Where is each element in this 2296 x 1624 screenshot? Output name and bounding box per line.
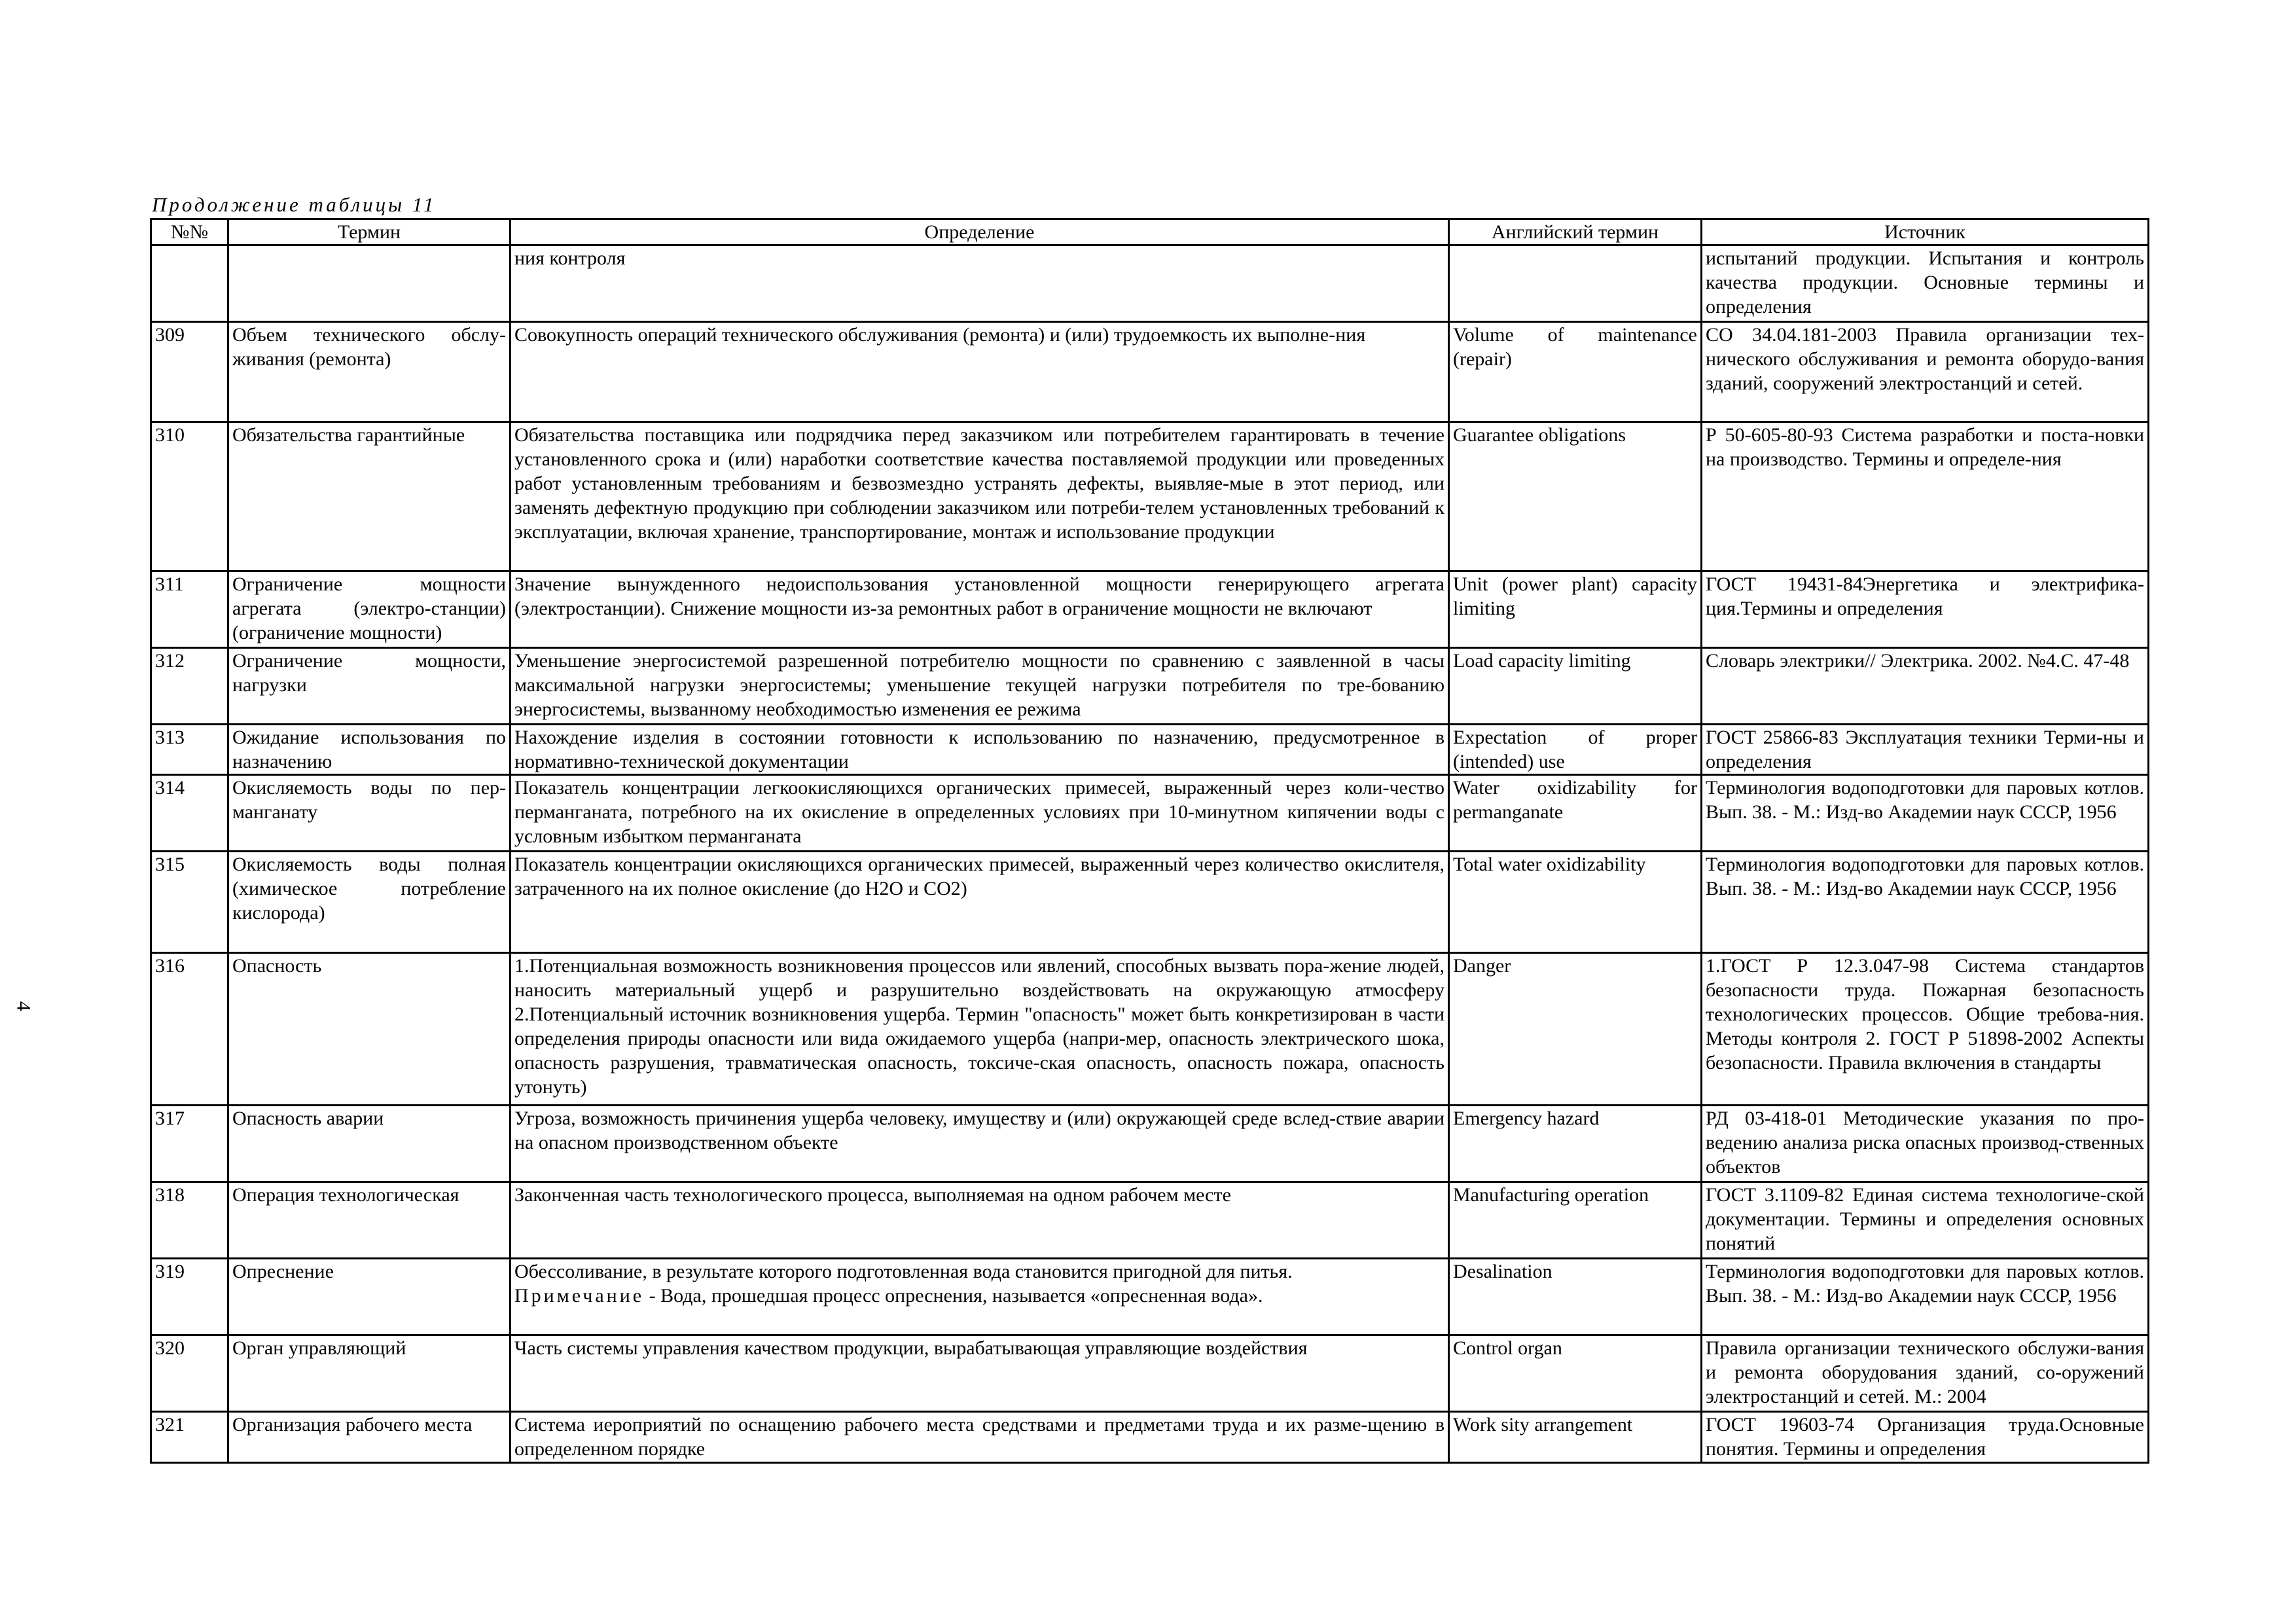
row-source: испытаний продукции. Испытания и контроль качества продукции. Основные термины и определения bbox=[1702, 245, 2149, 322]
row-number: 320 bbox=[151, 1335, 228, 1412]
table-header-row bbox=[151, 219, 2149, 245]
row-term: Ограничение мощности агрегата (электро-станции) (ограничение мощности) bbox=[228, 571, 511, 648]
row-number: 311 bbox=[151, 571, 228, 648]
row-english-term: Emergency hazard bbox=[1449, 1106, 1702, 1182]
row-term: Опреснение bbox=[228, 1259, 511, 1335]
row-term: Операция технологическая bbox=[228, 1182, 511, 1259]
terms-table bbox=[150, 218, 2149, 1464]
row-definition: Нахождение изделия в состоянии готовности к использованию по назначению, предусмотренное в нормативно-технической документации bbox=[511, 725, 1449, 775]
row-term: Организация рабочего места bbox=[228, 1412, 511, 1463]
row-source: Правила организации технического обслужи-вания и ремонта оборудования зданий, со-оружений электростанций и сетей. М.: 2004 bbox=[1702, 1335, 2149, 1412]
row-definition: Показатель концентрации легкоокисляющихся органических примесей, выраженный через коли-чество перманганата, потребного на их окисление в определенных условиях при 10-минутном кипячении воды с условным избытком перманганата bbox=[511, 775, 1449, 852]
row-source: ГОСТ 25866-83 Эксплуатация техники Терми-ны и определения bbox=[1702, 725, 2149, 775]
row-term: Окисляемость воды полная (химическое потребление кислорода) bbox=[228, 852, 511, 953]
row-source: РД 03-418-01 Методические указания по про-ведению анализа риска опасных производ-ственных объектов bbox=[1702, 1106, 2149, 1182]
row-english-term: Danger bbox=[1449, 953, 1702, 1106]
table-row bbox=[151, 422, 2149, 571]
row-term: Ограничение мощности, нагрузки bbox=[228, 648, 511, 725]
row-number bbox=[151, 245, 228, 322]
row-source: Терминология водоподготовки для паровых котлов. Вып. 38. - М.: Изд-во Академии наук СССР, 1956 bbox=[1702, 775, 2149, 852]
row-number: 318 bbox=[151, 1182, 228, 1259]
row-english-term: Volume of maintenance (repair) bbox=[1449, 322, 1702, 422]
row-english-term bbox=[1449, 245, 1702, 322]
row-english-term: Water oxidizability for permanganate bbox=[1449, 775, 1702, 852]
row-term bbox=[228, 245, 511, 322]
column-header-number: №№ bbox=[151, 219, 228, 245]
note-label: Примечание bbox=[514, 1285, 645, 1307]
table-row bbox=[151, 1106, 2149, 1182]
row-term: Объем технического обслу-живания (ремонта) bbox=[228, 322, 511, 422]
row-source: Р 50-605-80-93 Система разработки и поста-новки на производство. Термины и определе-ния bbox=[1702, 422, 2149, 571]
table-row bbox=[151, 1412, 2149, 1463]
page-number: 4 bbox=[12, 1001, 35, 1011]
row-definition: Значение вынужденного недоиспользования установленной мощности генерирующего агрегата (электростанции). Снижение мощности из-за ремонтных работ в ограничение мощности не включают bbox=[511, 571, 1449, 648]
row-source: ГОСТ 19431-84Энергетика и электрифика-ция.Термины и определения bbox=[1702, 571, 2149, 648]
row-source: Словарь электрики// Электрика. 2002. №4.С. 47-48 bbox=[1702, 648, 2149, 725]
row-english-term: Guarantee obligations bbox=[1449, 422, 1702, 571]
row-term: Опасность аварии bbox=[228, 1106, 511, 1182]
table-row bbox=[151, 1182, 2149, 1259]
row-term: Орган управляющий bbox=[228, 1335, 511, 1412]
row-definition: Часть системы управления качеством продукции, вырабатывающая управляющие воздействия bbox=[511, 1335, 1449, 1412]
row-term: Ожидание использования по назначению bbox=[228, 725, 511, 775]
table-row bbox=[151, 648, 2149, 725]
row-definition bbox=[511, 1259, 1449, 1335]
row-term: Обязательства гарантийные bbox=[228, 422, 511, 571]
column-header-source: Источник bbox=[1702, 219, 2149, 245]
row-definition: Угроза, возможность причинения ущерба человеку, имуществу и (или) окружающей среде вслед-ствие аварии на опасном производственном объекте bbox=[511, 1106, 1449, 1182]
note-text: - Вода, прошедшая процесс опреснения, называется «опресненная вода». bbox=[644, 1285, 1263, 1307]
row-definition: Показатель концентрации окисляющихся органических примесей, выраженный через количество окислителя, затраченного на их полное окисление (до Н2О и СО2) bbox=[511, 852, 1449, 953]
table-caption: Продолжение таблицы 11 bbox=[152, 193, 437, 216]
row-english-term: Manufacturing operation bbox=[1449, 1182, 1702, 1259]
row-english-term: Desalination bbox=[1449, 1259, 1702, 1335]
row-source: Терминология водоподготовки для паровых котлов. Вып. 38. - М.: Изд-во Академии наук СССР, 1956 bbox=[1702, 852, 2149, 953]
row-english-term: Expectation of proper (intended) use bbox=[1449, 725, 1702, 775]
table-row bbox=[151, 953, 2149, 1106]
row-number: 309 bbox=[151, 322, 228, 422]
table-row bbox=[151, 1259, 2149, 1335]
column-header-definition: Определение bbox=[511, 219, 1449, 245]
table-row bbox=[151, 571, 2149, 648]
row-english-term: Work sity arrangement bbox=[1449, 1412, 1702, 1463]
table-row bbox=[151, 322, 2149, 422]
row-definition: Совокупность операций технического обслуживания (ремонта) и (или) трудоемкость их выполне-ния bbox=[511, 322, 1449, 422]
row-definition: Система иероприятий по оснащению рабочего места средствами и предметами труда и их разме-щению в определенном порядке bbox=[511, 1412, 1449, 1463]
table-row bbox=[151, 852, 2149, 953]
row-source: ГОСТ 19603-74 Организация труда.Основные понятия. Термины и определения bbox=[1702, 1412, 2149, 1463]
row-number: 316 bbox=[151, 953, 228, 1106]
row-number: 314 bbox=[151, 775, 228, 852]
row-number: 313 bbox=[151, 725, 228, 775]
definition-text: Обессоливание, в результате которого подготовленная вода становится пригодной для питья. bbox=[514, 1261, 1293, 1282]
row-english-term: Control organ bbox=[1449, 1335, 1702, 1412]
row-number: 317 bbox=[151, 1106, 228, 1182]
row-number: 321 bbox=[151, 1412, 228, 1463]
table-row bbox=[151, 725, 2149, 775]
row-source: Терминология водоподготовки для паровых котлов. Вып. 38. - М.: Изд-во Академии наук СССР, 1956 bbox=[1702, 1259, 2149, 1335]
table-row bbox=[151, 775, 2149, 852]
table-row bbox=[151, 1335, 2149, 1412]
column-header-term: Термин bbox=[228, 219, 511, 245]
row-definition: Обязательства поставщика или подрядчика перед заказчиком или потребителем гарантировать в течение установленного срока и (или) наработки соответствие качества поставляемой продукции или проведенных работ установленным требованиям и безвозмездно устранять дефекты, выявляе-мые в этот период, или заменять дефектную продукцию при соблюдении заказчиком или потреби-телем установленных требований к эксплуатации, включая хранение, транспортирование, монтаж и использование продукции bbox=[511, 422, 1449, 571]
row-source: СО 34.04.181-2003 Правила организации тех-нического обслуживания и ремонта оборудо-вания зданий, сооружений электростанций и сетей. bbox=[1702, 322, 2149, 422]
row-english-term: Total water oxidizability bbox=[1449, 852, 1702, 953]
row-english-term: Load capacity limiting bbox=[1449, 648, 1702, 725]
row-number: 312 bbox=[151, 648, 228, 725]
row-number: 319 bbox=[151, 1259, 228, 1335]
row-definition: 1.Потенциальная возможность возникновения процессов или явлений, способных вызвать пора-жение людей, наносить материальный ущерб и разрушительно воздействовать на окружающую атмосферу 2.Потенциальный источник возникновения ущерба. Термин "опасность" может быть конкретизирован в части определения природы опасности или вида ожидаемого ущерба (напри-мер, опасность электрического шока, опасность разрушения, травматическая опасность, токсиче-ская опасность, опасность пожара, опасность утонуть) bbox=[511, 953, 1449, 1106]
row-definition: Законченная часть технологического процесса, выполняемая на одном рабочем месте bbox=[511, 1182, 1449, 1259]
row-number: 310 bbox=[151, 422, 228, 571]
row-definition: Уменьшение энергосистемой разрешенной потребителю мощности по сравнению с заявленной в часы максимальной нагрузки энергосистемы; уменьшение текущей нагрузки потребителя по тре-бованию энергосистемы, вызванному необходимостью изменения ее режима bbox=[511, 648, 1449, 725]
column-header-english-term: Английский термин bbox=[1449, 219, 1702, 245]
row-term: Опасность bbox=[228, 953, 511, 1106]
row-number: 315 bbox=[151, 852, 228, 953]
row-term: Окисляемость воды по пер-манганату bbox=[228, 775, 511, 852]
row-source: 1.ГОСТ Р 12.3.047-98 Система стандартов безопасности труда. Пожарная безопасность технологических процессов. Общие требова-ния. Методы контроля 2. ГОСТ Р 51898-2002 Аспекты безопасности. Правила включения в стандарты bbox=[1702, 953, 2149, 1106]
row-source: ГОСТ 3.1109-82 Единая система технологиче-ской документации. Термины и определения основных понятий bbox=[1702, 1182, 2149, 1259]
row-definition: ния контроля bbox=[511, 245, 1449, 322]
table-row bbox=[151, 245, 2149, 322]
row-english-term: Unit (power plant) capacity limiting bbox=[1449, 571, 1702, 648]
